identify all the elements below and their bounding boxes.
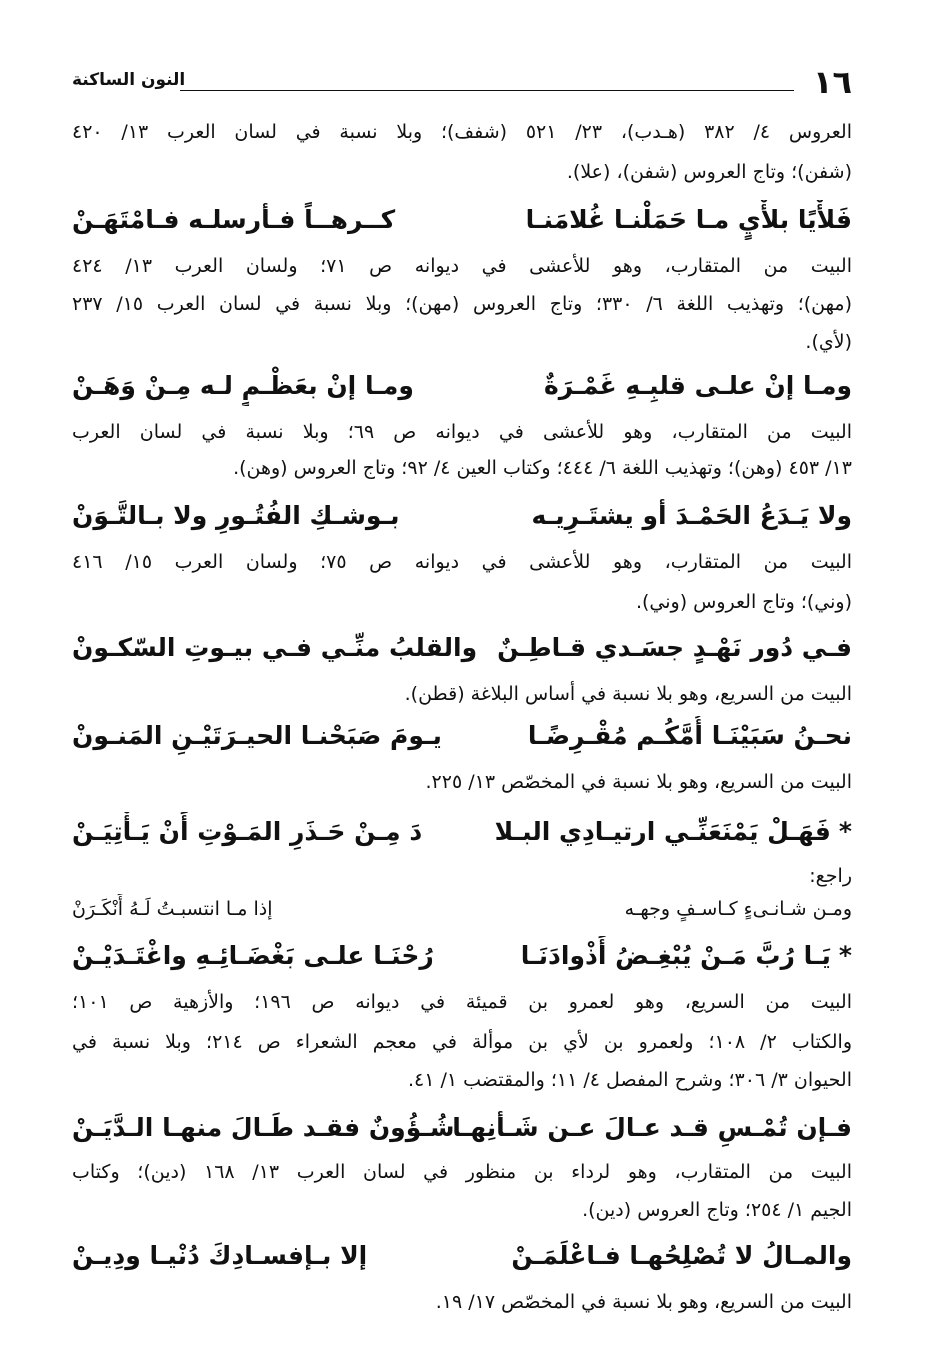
verse-line xyxy=(72,936,852,976)
verse-first-hemistich: ومـا إنْ علـى قلبِـهِ غَمْـرَةٌ xyxy=(544,371,852,400)
verse-second-hemistich: والقلبُ منِّـي فـي بيـوتِ السّكـونْ xyxy=(72,633,478,662)
verse-line xyxy=(72,1236,852,1276)
note-line: البيت من السريع، وهو لعمرو بن قميئة في ديوانه ص ١٩٦؛ والأزهية ص ١٠١؛ xyxy=(72,991,852,1013)
verse-second-hemistich: إذا مـا انتسبـتُ لَـهُ أَنْكَـرَنْ xyxy=(72,898,273,920)
verse-second-hemistich: ومـا إنْ بعَظْـمٍ لـه مِـنْ وَهَـنْ xyxy=(72,371,414,400)
verse-first-hemistich: ومـن شـانـىءٍ كـاسـفٍ وجهـه xyxy=(624,898,852,920)
verse-first-hemistich: ولا يَـدَعُ الحَمْـدَ أو يشتَـرِيـه xyxy=(531,501,852,530)
asterisk-marker: * xyxy=(838,817,852,846)
note-line: ١٣/ ٤٥٣ (وهن)؛ وتهذيب اللغة ٦/ ٤٤٤؛ وكتاب العين ٤/ ٩٢؛ وتاج العروس (وهن). xyxy=(233,457,852,479)
verse-second-hemistich: كــرهــاً فـأرسلـه فـامْتَهَـنْ xyxy=(72,205,396,234)
verse-line xyxy=(72,716,852,756)
note-line: البيت من السريع، وهو بلا نسبة في أساس البلاغة (قطن). xyxy=(404,683,852,705)
verse-second-hemistich: إلا بـإفسـادِكَ دُنْيـا ودِيـنْ xyxy=(72,1241,368,1270)
verse-second-hemistich: شُـؤُونٌ فقـد طَـالَ منهـا الـدَّيَـنْ xyxy=(72,1113,455,1142)
asterisk-marker: * xyxy=(838,941,852,970)
note-line: راجع: xyxy=(809,865,852,887)
verse-first-hemistich: فـي دُور نَهْـدٍ جسَـدي قـاطِـنٌ xyxy=(497,633,852,662)
note-line: الجيم ١/ ٢٥٤؛ وتاج العروس (دين). xyxy=(582,1199,852,1221)
verse-line xyxy=(72,812,852,852)
page-number: ١٦ xyxy=(812,63,852,101)
verse-line xyxy=(72,496,852,536)
note-line: والكتاب ٢/ ١٠٨؛ ولعمرو بن لأي بن موألة في معجم الشعراء ص ٢١٤؛ وبلا نسبة في xyxy=(72,1031,852,1053)
hemistich-text: فَهَـلْ يَمْنَعَنِّـي ارتيـادِي البـلا xyxy=(494,817,831,846)
note-line: البيت من المتقارب، وهو للأعشى في ديوانه ص ٧٥؛ ولسان العرب ١٥/ ٤١٦ xyxy=(72,551,852,573)
verse-line xyxy=(72,628,852,668)
verse-first-hemistich: والمـالُ لا تُصْلِحُهـا فـاعْلَمَـنْ xyxy=(511,1241,852,1270)
verse-second-hemistich: بـوشـكِ الفُتُـورِ ولا بـالتَّـوَنْ xyxy=(72,501,400,530)
cited-verse-line xyxy=(72,894,852,926)
note-line: العروس ٤/ ٣٨٢ (هـدب)، ٢٣/ ٥٢١ (شفف)؛ وبلا نسبة في لسان العرب ١٣/ ٤٢٠ xyxy=(72,121,852,143)
hemistich-text: يَـا رُبَّ مَـنْ يُبْغِـضُ أَذْوادَنَـا xyxy=(520,941,831,970)
note-line: البيت من المتقارب، وهو للأعشى في ديوانه ص ٧١؛ ولسان العرب ١٣/ ٤٢٤ xyxy=(72,255,852,277)
verse-first-hemistich xyxy=(495,812,852,852)
verse-second-hemistich: دَ مِـنْ حَـذَرِ المَـوْتِ أَنْ يَـأْتِيَـنْ xyxy=(72,817,423,846)
verse-line xyxy=(72,366,852,406)
verse-first-hemistich: نحـنُ سَبَيْنَـا أُمَّكُـم مُقْـرِضًـا xyxy=(527,721,852,750)
note-line: البيت من السريع، وهو بلا نسبة في المخصّص ١٣/ ٢٢٥. xyxy=(425,771,852,793)
note-line: الحيوان ٣/ ٣٠٦؛ وشرح المفصل ٤/ ١١؛ والمقتضب ١/ ٤١. xyxy=(407,1069,852,1091)
note-line: البيت من السريع، وهو بلا نسبة في المخصّص ١٧/ ١٩. xyxy=(435,1291,852,1313)
verse-line xyxy=(72,1108,852,1148)
header-rule xyxy=(180,90,794,91)
note-line: (شفن)؛ وتاج العروس (شفن)، (علا). xyxy=(566,161,852,183)
verse-first-hemistich: فـإن تُمْـسِ قـد عـالَ عـن شَـأنِهـا xyxy=(452,1113,852,1142)
verse-first-hemistich: فَلأْيًا بلأْيٍ مـا حَمَلْنـا غُلامَنـا xyxy=(525,205,852,234)
verse-second-hemistich: رُحْنَـا علـى بَغْضَـائِـهِ واغْتَـدَيْـنْ xyxy=(72,941,434,970)
verse-line xyxy=(72,200,852,240)
running-header xyxy=(72,62,852,102)
note-line: (مهن)؛ وتهذيب اللغة ٦/ ٣٣٠؛ وتاج العروس (مهن)؛ وبلا نسبة في لسان العرب ١٥/ ٢٣٧ xyxy=(72,293,852,315)
running-title: النون الساكنة xyxy=(72,70,186,90)
note-line: (لأي). xyxy=(805,331,852,353)
verse-second-hemistich: يـومَ صَبَحْنـا الحيـرَتَيْـنِ المَنـونْ xyxy=(72,721,442,750)
note-line: البيت من المتقارب، وهو لرداء بن منظور في لسان العرب ١٣/ ١٦٨ (دين)؛ وكتاب xyxy=(72,1161,852,1183)
note-line: البيت من المتقارب، وهو للأعشى في ديوانه ص ٦٩؛ وبلا نسبة في لسان العرب xyxy=(72,421,852,443)
note-line: (وني)؛ وتاج العروس (وني). xyxy=(635,591,852,613)
verse-first-hemistich xyxy=(521,936,852,976)
